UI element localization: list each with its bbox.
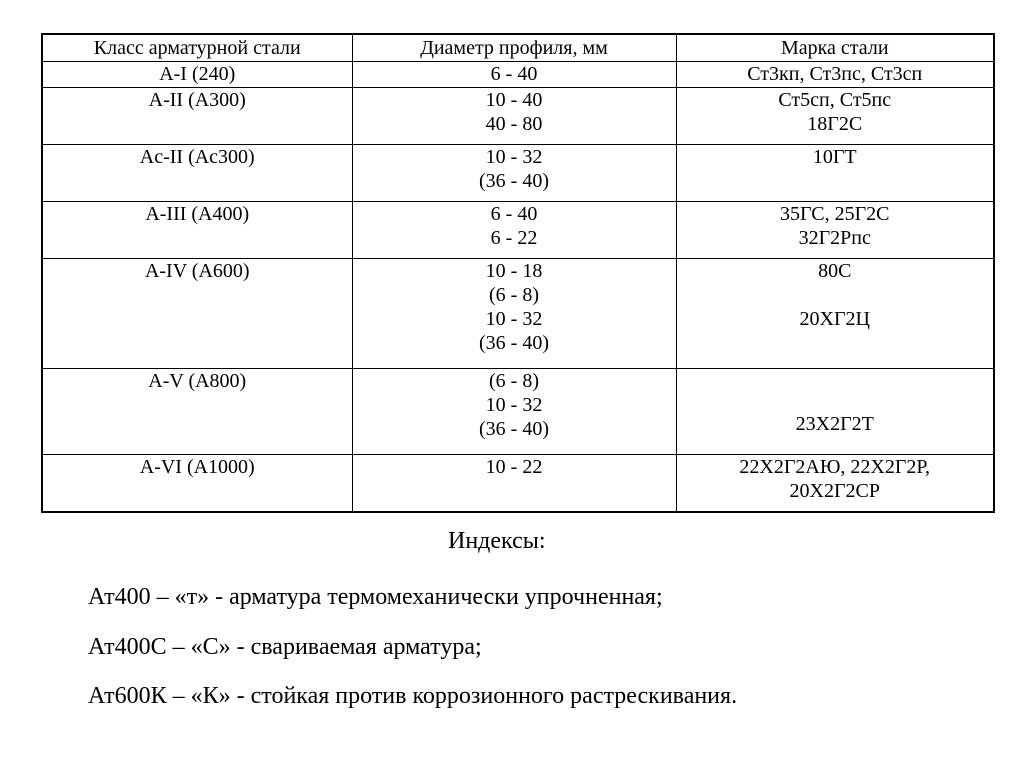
diameter-value: 6 - 40 bbox=[490, 63, 538, 85]
steel-grade-value: Ст3кп, Ст3пс, Ст3сп bbox=[747, 63, 923, 85]
steel-grade-value: 80С bbox=[818, 260, 852, 282]
note-corrosion-resistant: Ат600К – «К» - стойкая против коррозионного растрескивания. bbox=[88, 683, 738, 709]
grade-spacer bbox=[681, 283, 990, 307]
diameter-value: 10 - 32 bbox=[485, 394, 543, 416]
steel-class-cell: A-III (A400) bbox=[42, 202, 352, 259]
diameter-cell bbox=[352, 369, 676, 455]
note-weldable: Ат400С – «С» - свариваемая арматура; bbox=[88, 634, 482, 660]
steel-grade-value: 22Х2Г2АЮ, 22Х2Г2Р, bbox=[739, 456, 931, 478]
diameter-cell bbox=[352, 62, 676, 88]
steel-grade-value: 23Х2Г2Т bbox=[795, 412, 874, 435]
diameter-cell bbox=[352, 202, 676, 259]
steel-grade-value: 20ХГ2Ц bbox=[799, 308, 870, 330]
table-row bbox=[42, 202, 994, 259]
steel-grades-table bbox=[41, 33, 995, 513]
steel-grade-value: 35ГС, 25Г2С bbox=[779, 203, 890, 225]
header-steel-grade: Марка стали bbox=[676, 34, 994, 62]
table-row bbox=[42, 369, 994, 455]
steel-class-cell: Ac-II (Ac300) bbox=[42, 145, 352, 202]
steel-grade-value: 18Г2С bbox=[807, 113, 863, 135]
table-header-row bbox=[42, 34, 994, 62]
steel-class-cell: A-VI (A1000) bbox=[42, 455, 352, 512]
grade-spacer bbox=[681, 388, 990, 412]
steel-grade-value: 10ГТ bbox=[812, 146, 857, 168]
steel-grade-value: Ст5сп, Ст5пс bbox=[778, 89, 892, 111]
steel-grade-cell bbox=[676, 62, 994, 88]
diameter-value: 10 - 32 bbox=[485, 308, 543, 330]
table-row bbox=[42, 259, 994, 369]
steel-class-cell: A-II (A300) bbox=[42, 88, 352, 145]
diameter-value: (36 - 40) bbox=[479, 170, 549, 192]
diameter-cell bbox=[352, 145, 676, 202]
steel-grade-cell bbox=[676, 259, 994, 369]
table-row bbox=[42, 88, 994, 145]
diameter-value: (36 - 40) bbox=[479, 418, 549, 440]
diameter-value: 6 - 40 bbox=[490, 203, 538, 225]
steel-grade-value: 20Х2Г2СР bbox=[789, 480, 880, 502]
diameter-cell bbox=[352, 88, 676, 145]
diameter-value: (6 - 8) bbox=[489, 284, 539, 306]
steel-grade-cell bbox=[676, 369, 994, 455]
steel-grade-cell bbox=[676, 455, 994, 512]
diameter-value: 6 - 22 bbox=[490, 227, 538, 249]
diameter-value: 10 - 22 bbox=[485, 456, 543, 478]
steel-grade-value: 32Г2Рпс bbox=[798, 227, 871, 249]
diameter-cell bbox=[352, 259, 676, 369]
diameter-value: 10 - 32 bbox=[485, 146, 543, 168]
header-steel-class: Класс арматурной стали bbox=[42, 34, 352, 62]
table-body bbox=[42, 62, 994, 512]
diameter-value: (6 - 8) bbox=[489, 370, 539, 392]
diameter-value: 10 - 40 bbox=[485, 89, 543, 111]
steel-grade-cell bbox=[676, 88, 994, 145]
header-profile-diameter: Диаметр профиля, мм bbox=[352, 34, 676, 62]
steel-grade-cell bbox=[676, 145, 994, 202]
table-row bbox=[42, 145, 994, 202]
steel-class-cell: A-V (A800) bbox=[42, 369, 352, 455]
table-row bbox=[42, 62, 994, 88]
diameter-value: (36 - 40) bbox=[479, 332, 549, 354]
steel-grade-cell bbox=[676, 202, 994, 259]
steel-class-cell: A-IV (A600) bbox=[42, 259, 352, 369]
diameter-value: 40 - 80 bbox=[485, 113, 543, 135]
indices-heading: Индексы: bbox=[448, 528, 546, 554]
note-thermomechanical: Ат400 – «т» - арматура термомеханически упрочненная; bbox=[88, 584, 663, 610]
table-row bbox=[42, 455, 994, 512]
diameter-value: 10 - 18 bbox=[485, 260, 543, 282]
diameter-cell bbox=[352, 455, 676, 512]
steel-class-cell: A-I (240) bbox=[42, 62, 352, 88]
